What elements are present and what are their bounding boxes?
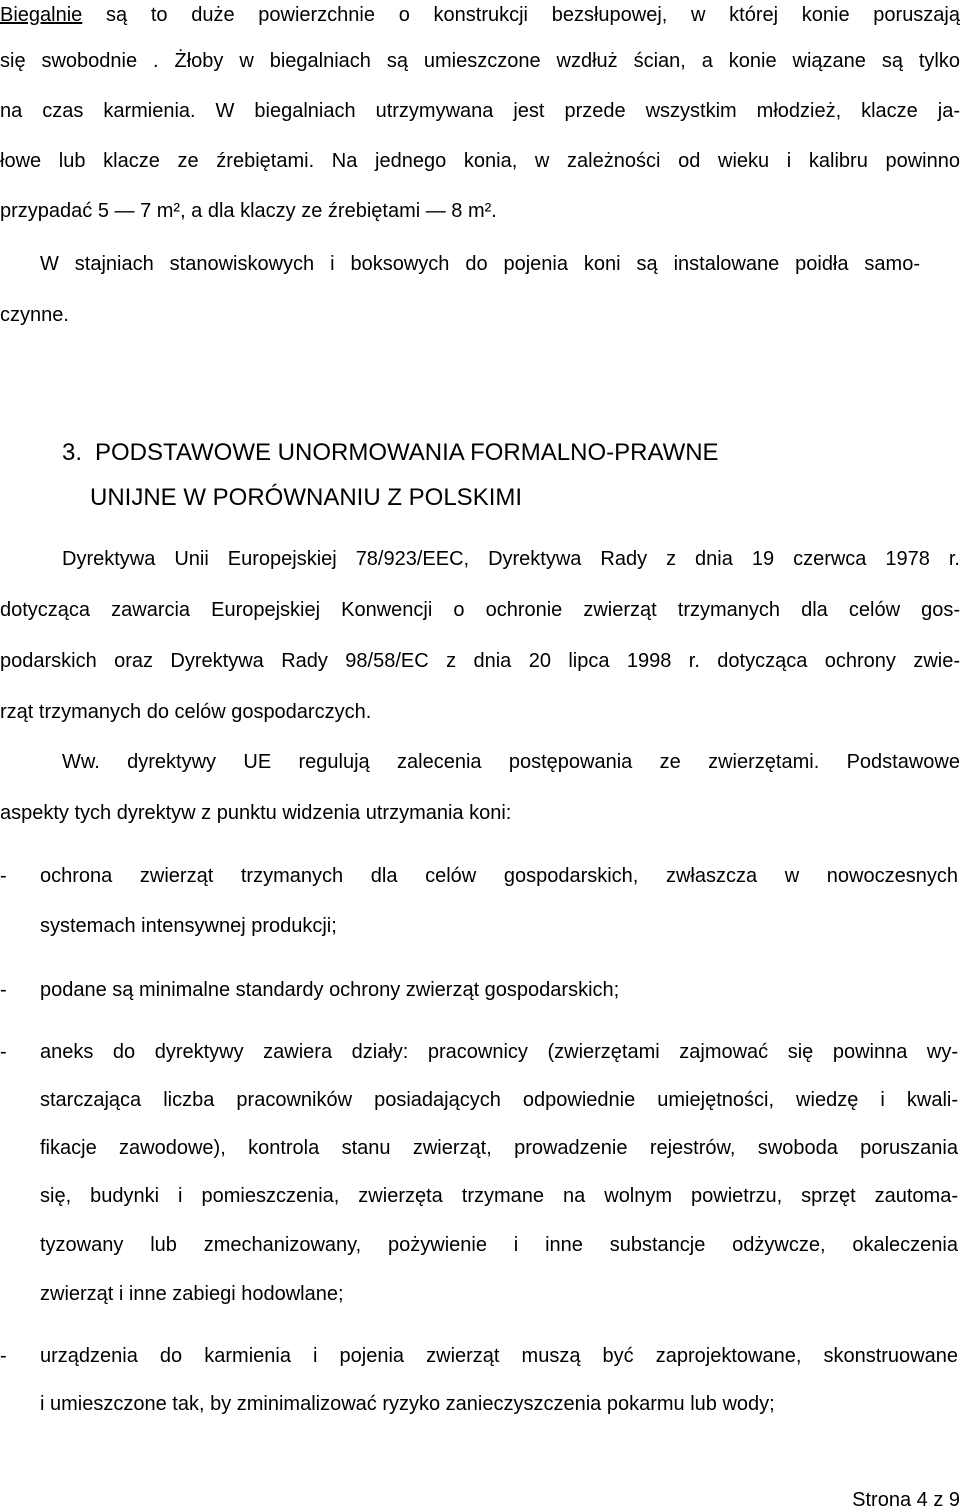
list-item-3-line-2: starczająca liczba pracowników posiadających odpowiednie umiejętności, wiedzę i kwali- (40, 1089, 958, 1111)
list-item-2-line-1: podane są minimalne standardy ochrony zwierząt gospodarskich; (40, 979, 620, 1001)
list-item-3-line-5: tyzowany lub zmechanizowany, pożywienie i inne substancje odżywcze, okaleczenia (40, 1234, 958, 1256)
body-p2-line-1: Ww. dyrektywy UE regulują zalecenia postępowania ze zwierzętami. Podstawowe (62, 751, 960, 773)
body-p1-line-4: rząt trzymanych do celów gospodarczych. (0, 701, 372, 723)
list-item-3-line-6: zwierząt i inne zabiegi hodowlane; (40, 1283, 344, 1305)
intro-line-1 (0, 2, 960, 28)
intro-line-4: łowe lub klacze ze źrebiętami. Na jednego konia, w zależności od wieku i kalibru powinno (0, 150, 960, 172)
list-item-3-line-4: się, budynki i pomieszczenia, zwierzęta trzymane na wolnym powietrzu, sprzęt zautoma- (40, 1185, 958, 1207)
section-title-line-1: PODSTAWOWE UNORMOWANIA FORMALNO-PRAWNE (95, 439, 719, 466)
intro-line-1-text: są to duże powierzchnie o konstrukcji bezsłupowej, w której konie poruszają (82, 4, 960, 26)
section-title-line-2: UNIJNE W PORÓWNANIU Z POLSKIMI (90, 484, 523, 511)
page-number: Strona 4 z 9 (852, 1489, 960, 1511)
list-item-4-line-1: urządzenia do karmienia i pojenia zwierząt muszą być zaprojektowane, skonstruowane (40, 1345, 958, 1367)
list-item-1-line-1: ochrona zwierząt trzymanych dla celów gospodarskich, zwłaszcza w nowoczesnych (40, 865, 958, 887)
intro-line-7: czynne. (0, 304, 69, 326)
body-p1-line-3: podarskich oraz Dyrektywa Rady 98/58/EC z dnia 20 lipca 1998 r. dotycząca ochrony zwie- (0, 650, 960, 672)
list-item-3-line-3: fikacje zawodowe), kontrola stanu zwierząt, prowadzenie rejestrów, swoboda poruszania (40, 1137, 958, 1159)
body-p2-line-2: aspekty tych dyrektyw z punktu widzenia utrzymania koni: (0, 802, 512, 824)
list-item-3-line-1: aneks do dyrektywy zawiera działy: pracownicy (zwierzętami zajmować się powinna wy- (40, 1041, 958, 1063)
intro-line-5: przypadać 5 — 7 m², a dla klaczy ze źrebiętami — 8 m². (0, 200, 497, 222)
list-dash-3: - (0, 1041, 7, 1063)
body-p1-line-2: dotycząca zawarcia Europejskiej Konwencji o ochronie zwierząt trzymanych dla celów gos- (0, 599, 960, 621)
intro-line-6: W stajniach stanowiskowych i boksowych do pojenia koni są instalowane poidła samo- (40, 253, 920, 275)
list-item-4-line-2: i umieszczone tak, by zminimalizować ryzyko zanieczyszczenia pokarmu lub wody; (40, 1393, 775, 1415)
intro-line-2: się swobodnie . Żłoby w biegalniach są umieszczone wzdłuż ścian, a konie wiązane są tylko (0, 50, 960, 72)
body-p1-line-1: Dyrektywa Unii Europejskiej 78/923/EEC, Dyrektywa Rady z dnia 19 czerwca 1978 r. (62, 548, 960, 570)
section-number: 3. (62, 439, 83, 466)
list-dash-2: - (0, 979, 7, 1001)
list-dash-4: - (0, 1345, 7, 1367)
biegalnie-link[interactable]: Biegalnie (0, 4, 83, 26)
intro-line-3: na czas karmienia. W biegalniach utrzymywana jest przede wszystkim młodzież, klacze ja- (0, 100, 960, 122)
list-item-1-line-2: systemach intensywnej produkcji; (40, 915, 337, 937)
list-dash-1: - (0, 865, 7, 887)
